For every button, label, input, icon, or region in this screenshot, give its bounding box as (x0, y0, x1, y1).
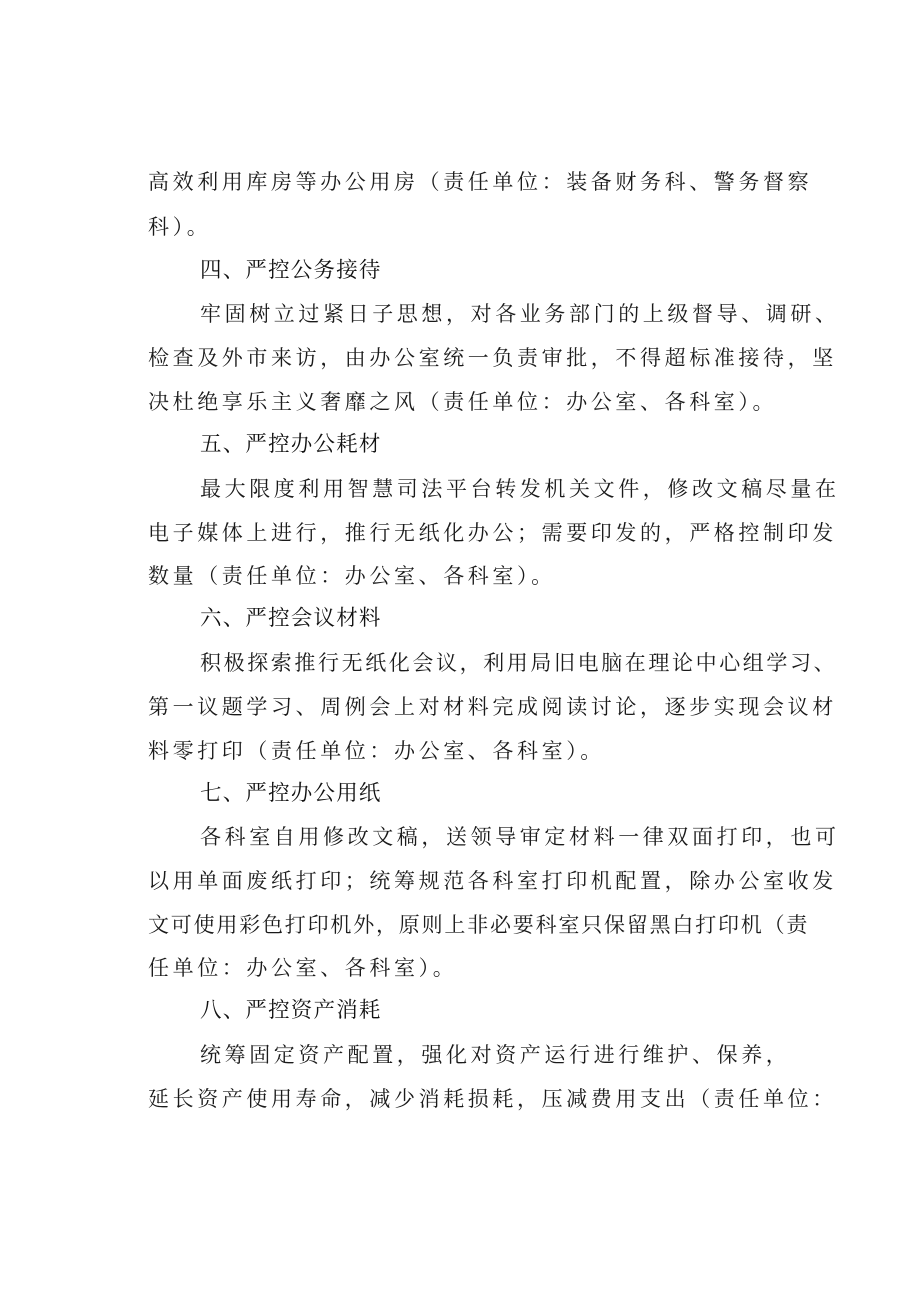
section-heading-8: 八、严控资产消耗 (200, 998, 382, 1023)
section-heading-6: 六、严控会议材料 (200, 606, 382, 631)
body-text-line: 延长资产使用寿命，减少消耗损耗，压减费用支出（责任单位： (148, 1087, 837, 1111)
body-text-line: 检查及外市来访，由办公室统一负责审批，不得超标准接待，坚 (148, 346, 837, 370)
body-text-line: 电子媒体上进行，推行无纸化办公；需要印发的，严格控制印发 (148, 521, 837, 545)
section-heading-7: 七、严控办公用纸 (200, 781, 382, 806)
body-text-line: 牢固树立过紧日子思想，对各业务部门的上级督导、调研、 (200, 302, 840, 326)
body-text-line: 高效利用库房等办公用房（责任单位：装备财务科、警务督察 (148, 170, 813, 194)
body-text-line: 任单位：办公室、各科室）。 (148, 956, 458, 980)
body-text-line: 积极探索推行无纸化会议，利用局旧电脑在理论中心组学习、 (200, 651, 838, 675)
body-text-line: 统筹固定资产配置，强化对资产运行进行维护、保养， (200, 1043, 791, 1067)
body-text-line: 数量（责任单位：办公室、各科室）。 (148, 564, 556, 588)
body-text-line: 最大限度利用智慧司法平台转发机关文件，修改文稿尽量在 (200, 477, 840, 501)
body-text-line: 各科室自用修改文稿，送领导审定材料一律双面打印，也可 (200, 825, 840, 849)
body-text-line: 决杜绝享乐主义奢靡之风（责任单位：办公室、各科室）。 (148, 390, 778, 414)
body-text-line: 料零打印（责任单位：办公室、各科室）。 (148, 739, 605, 763)
body-text-line: 以用单面废纸打印；统筹规范各科室打印机配置，除办公室收发 (148, 869, 837, 893)
section-heading-4: 四、严控公务接待 (200, 258, 382, 283)
body-text-line: 第一议题学习、周例会上对材料完成阅读讨论，逐步实现会议材 (148, 695, 837, 719)
body-text-line: 文可使用彩色打印机外，原则上非必要科室只保留黑白打印机（责 (148, 913, 810, 937)
body-text-line: 科）。 (148, 215, 212, 239)
section-heading-5: 五、严控办公耗材 (200, 432, 382, 457)
